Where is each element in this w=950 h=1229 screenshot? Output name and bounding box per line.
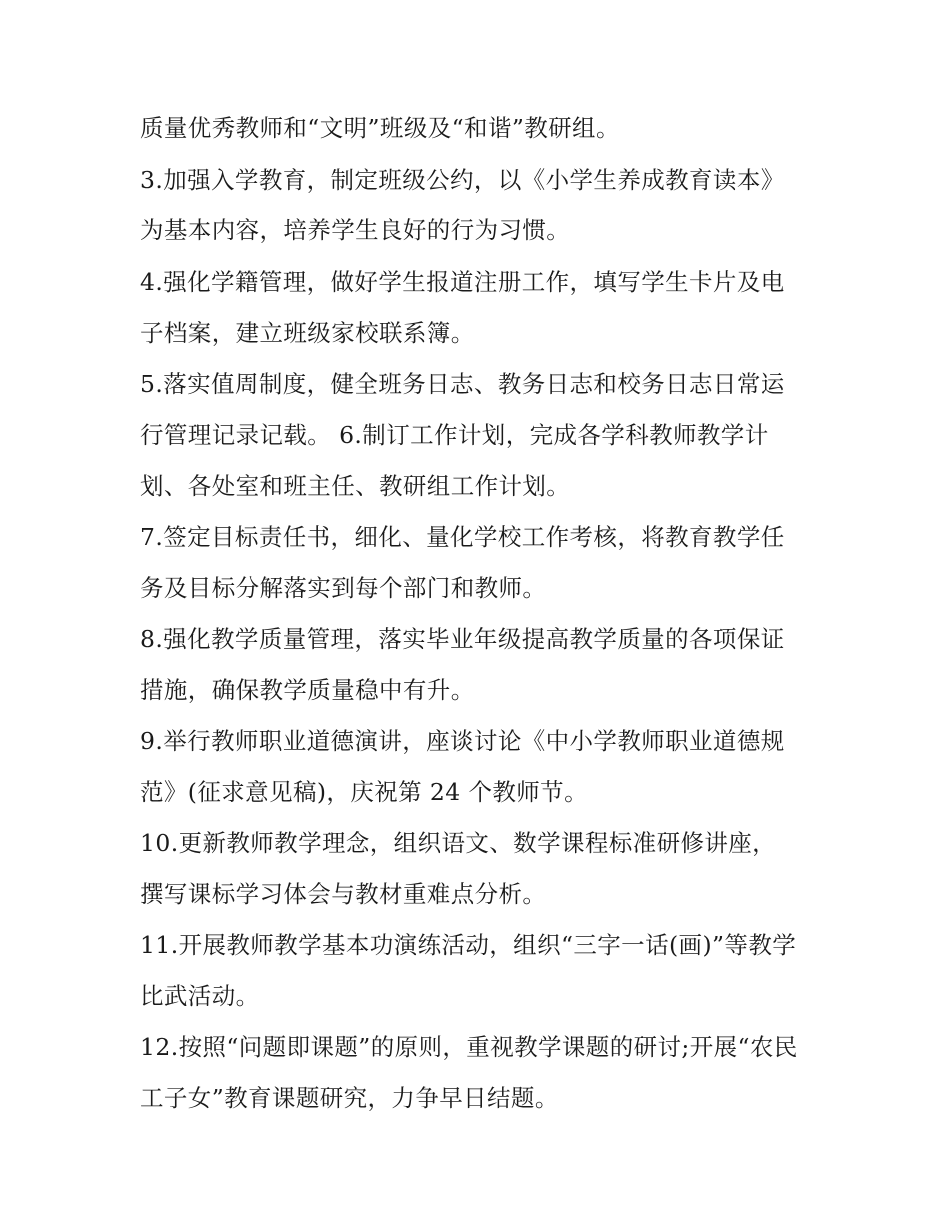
- text-line: 12.按照“问题即课题”的原则，重视教学课题的研讨;开展“农民: [140, 1033, 798, 1061]
- text-line: 9.举行教师职业道德演讲，座谈讨论《中小学教师职业道德规: [140, 727, 785, 755]
- text-line: 7.签定目标责任书，细化、量化学校工作考核，将教育教学任: [140, 523, 785, 551]
- text-line: 范》(征求意见稿)，庆祝第 24 个教师节。: [140, 778, 588, 806]
- text-line: 务及目标分解落实到每个部门和教师。: [140, 574, 547, 602]
- text-line: 行管理记录记载。 6.制订工作计划，完成各学科教师教学计: [140, 421, 769, 449]
- text-line: 10.更新教师教学理念，组织语文、数学课程标准研修讲座，: [140, 829, 777, 857]
- text-line: 3.加强入学教育，制定班级公约，以《小学生养成教育读本》: [140, 166, 785, 194]
- text-line: 工子女”教育课题研究，力争早日结题。: [140, 1084, 559, 1112]
- text-line: 11.开展教师教学基本功演练活动，组织“三字一话(画)”等教学: [140, 931, 797, 959]
- text-line: 子档案，建立班级家校联系簿。: [140, 319, 475, 347]
- text-line: 质量优秀教师和“文明”班级及“和谐”教研组。: [140, 114, 620, 142]
- text-line: 5.落实值周制度，健全班务日志、教务日志和校务日志日常运: [140, 370, 785, 398]
- text-line: 为基本内容，培养学生良好的行为习惯。: [140, 216, 571, 244]
- text-line: 撰写课标学习体会与教材重难点分析。: [140, 880, 547, 908]
- text-line: 比武活动。: [140, 982, 260, 1010]
- text-line: 8.强化教学质量管理，落实毕业年级提高教学质量的各项保证: [140, 625, 785, 653]
- text-line: 划、各处室和班主任、教研组工作计划。: [140, 472, 571, 500]
- text-line: 措施，确保教学质量稳中有升。: [140, 676, 475, 704]
- text-line: 4.强化学籍管理，做好学生报道注册工作，填写学生卡片及电: [140, 268, 785, 296]
